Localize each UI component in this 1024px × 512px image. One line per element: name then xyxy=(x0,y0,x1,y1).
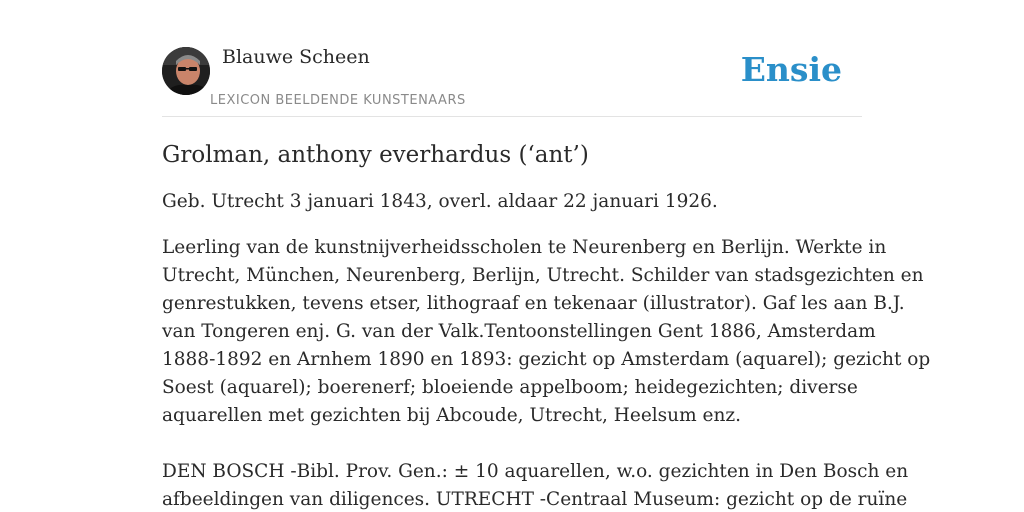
body-line: Leerling van de kunstnijverheidsscholen te Neurenberg en Berlijn. Werkte in xyxy=(162,237,887,258)
body-line: Utrecht, München, Neurenberg, Berlijn, Utrecht. Schilder van stadsgezichten en xyxy=(162,265,924,286)
author-name[interactable]: Blauwe Scheen xyxy=(222,46,370,68)
article-content xyxy=(162,138,931,512)
author-avatar[interactable] xyxy=(162,47,210,95)
article-lead: Geb. Utrecht 3 januari 1843, overl. aldaar 22 januari 1926. xyxy=(162,191,718,212)
body-line: Soest (aquarel); boerenerf; bloeiende appelboom; heidegezichten; diverse xyxy=(162,377,858,398)
article-body xyxy=(162,234,931,512)
paragraph-spacer xyxy=(162,430,862,458)
article-title: Grolman, anthony everhardus (‘ant’) xyxy=(162,142,589,168)
article-header xyxy=(162,46,862,117)
body-line: van Tongeren enj. G. van der Valk.Tentoonstellingen Gent 1886, Amsterdam xyxy=(162,321,876,342)
body-line: aquarellen met gezichten bij Abcoude, Utrecht, Heelsum enz. xyxy=(162,405,742,426)
body-line: DEN BOSCH -Bibl. Prov. Gen.: ± 10 aquarellen, w.o. gezichten in Den Bosch en xyxy=(162,461,909,482)
ensie-logo[interactable]: Ensie xyxy=(740,50,842,89)
body-line: genrestukken, tevens etser, lithograaf en tekenaar (illustrator). Gaf les aan B.J. xyxy=(162,293,905,314)
publication-name[interactable]: LEXICON BEELDENDE KUNSTENAARS xyxy=(210,93,466,108)
body-line: afbeeldingen van diligences. UTRECHT -Centraal Museum: gezicht op de ruïne xyxy=(162,489,908,510)
body-line: 1888-1892 en Arnhem 1890 en 1893: gezicht op Amsterdam (aquarel); gezicht op xyxy=(162,349,931,370)
avatar-portrait-icon xyxy=(162,47,210,95)
